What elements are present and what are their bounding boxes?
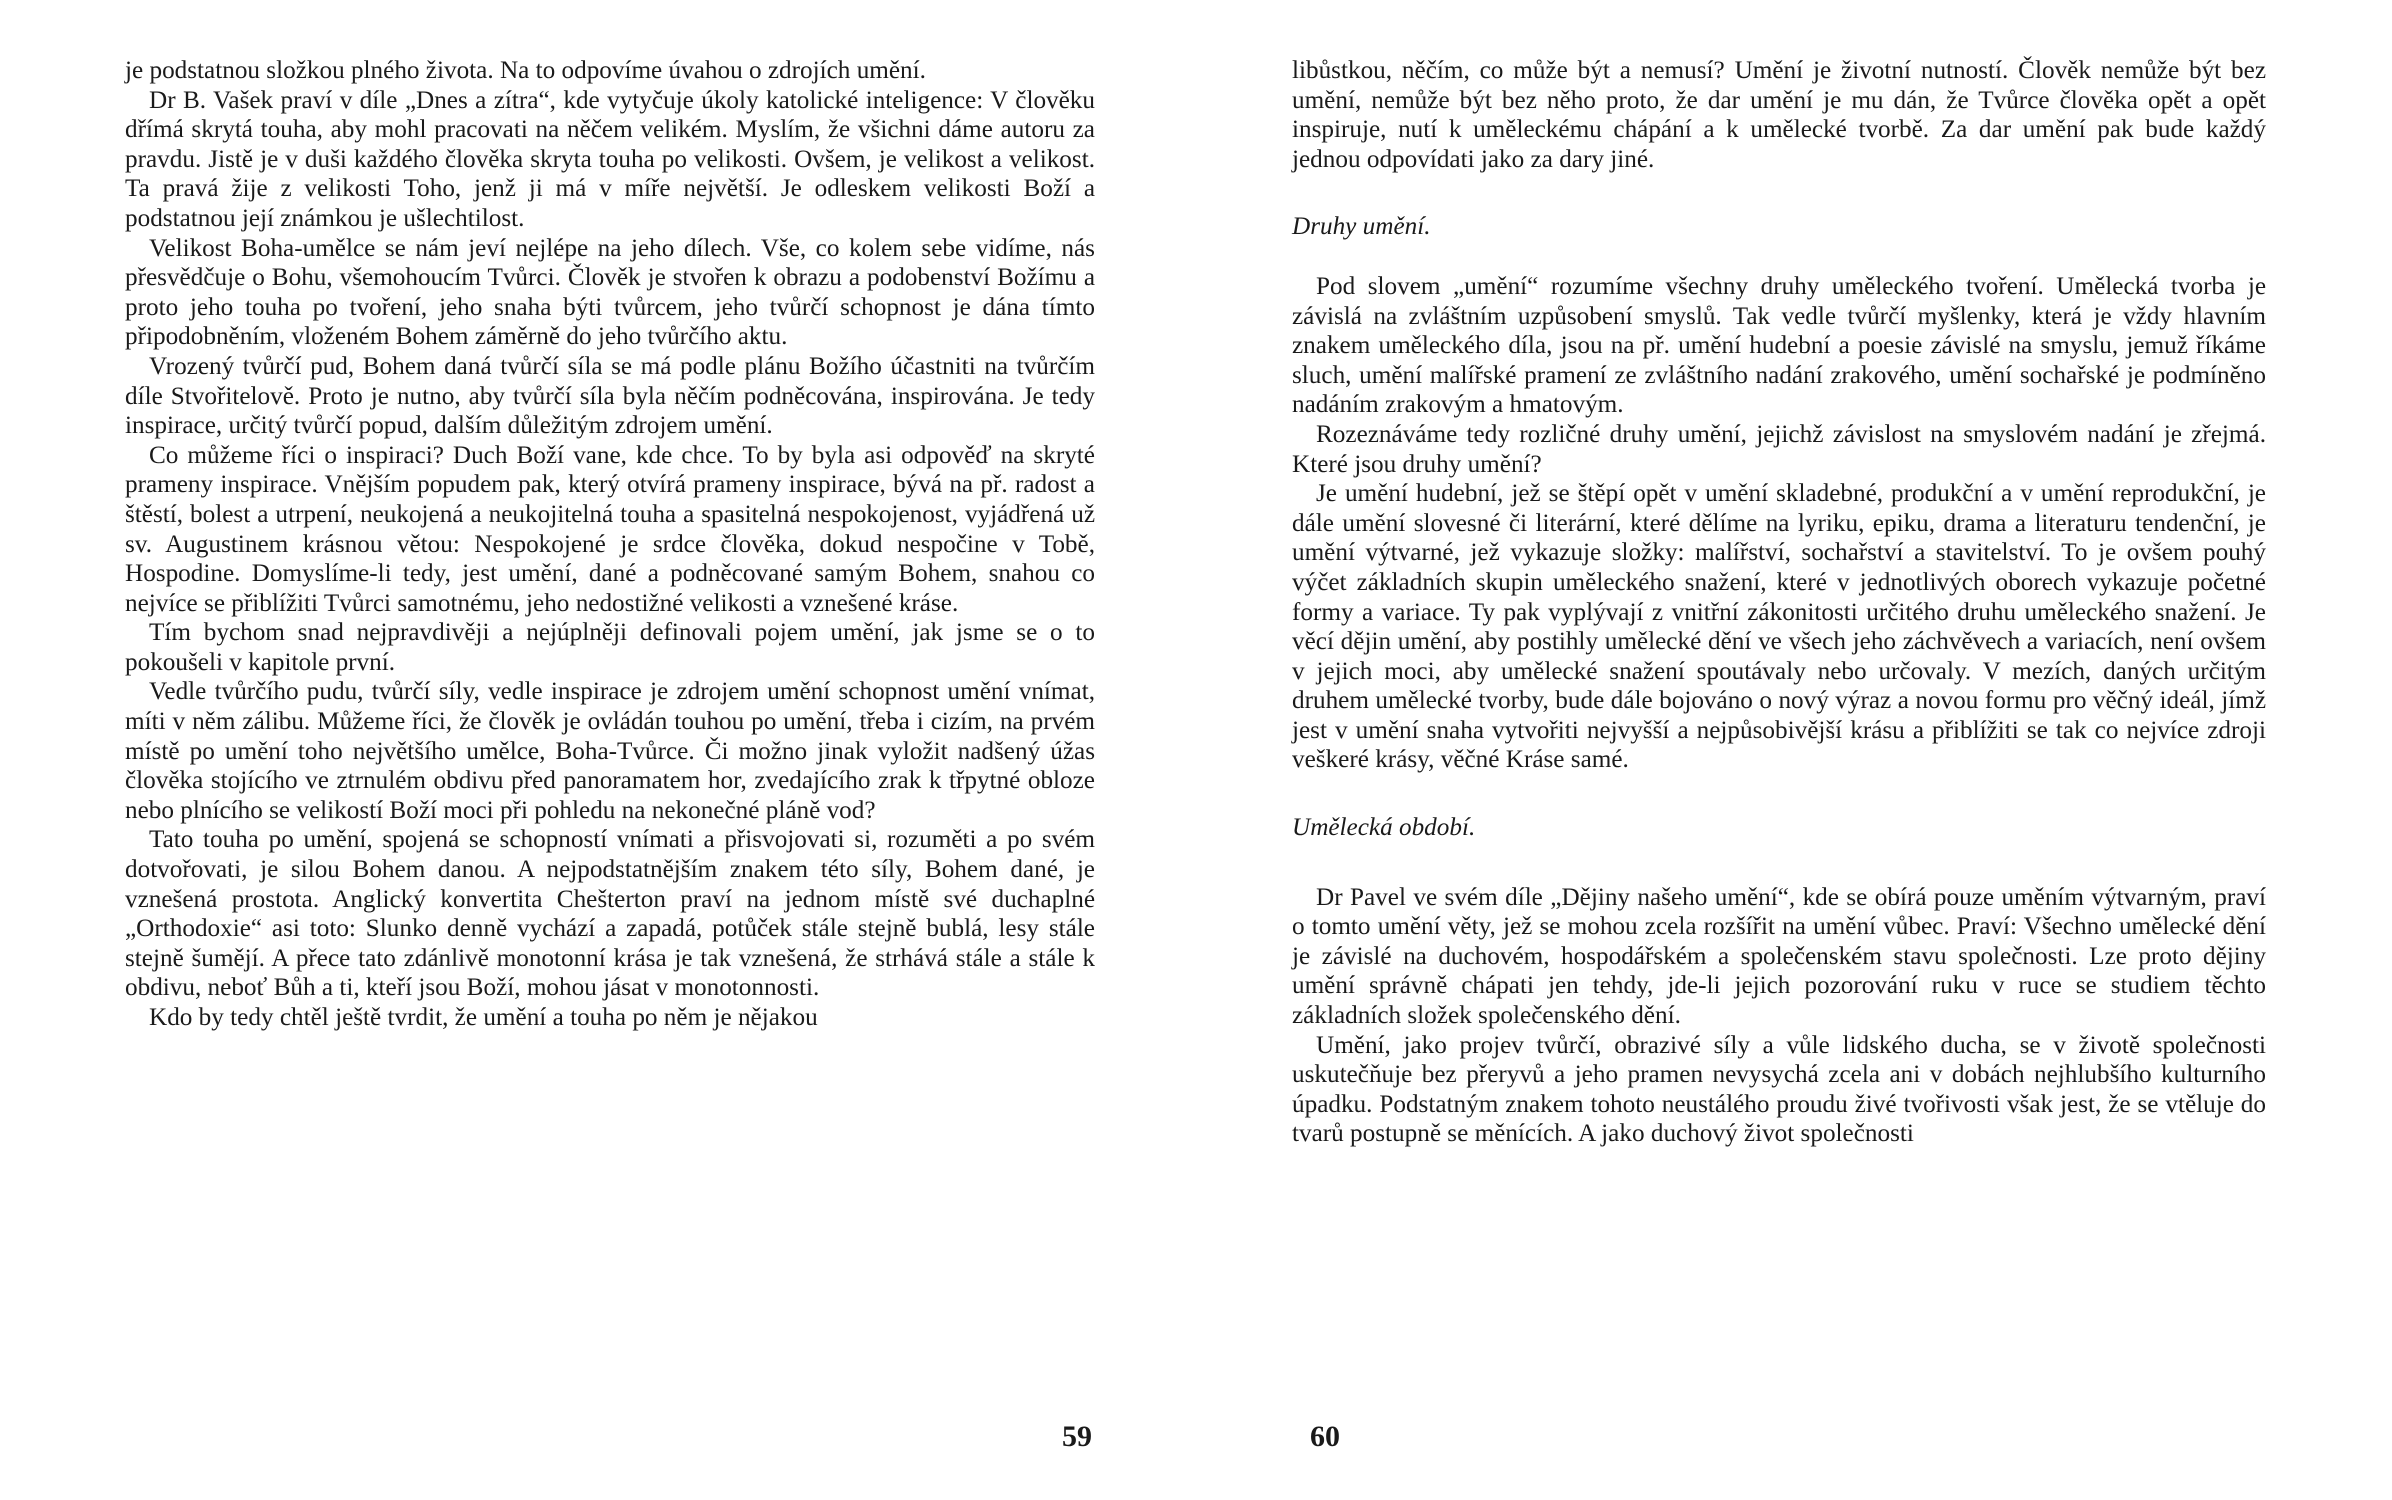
paragraph: je podstatnou složkou plného života. Na to odpovíme úvahou o zdrojích umění.	[125, 57, 926, 84]
spacer	[1292, 775, 2266, 813]
paragraph: Rozeznáváme tedy rozličné druhy umění, jejichž závislost na smyslovém nadání je zřejmá. Které jsou druhy umění?	[1292, 420, 2266, 478]
paragraph: libůstkou, něčím, co může být a nemusí? Umění je životní nutností. Člověk nemůže být bez umění, nemůže být bez něho proto, že dar umění je mu dán, že Tvůrce člověka opět a opět inspiruje, nutí k uměleckému chápání a k umělecké tvorbě. Za dar umění pak bude každý jednou odpovídati jako za dary jiné.	[1292, 57, 2266, 173]
paragraph: Dr Pavel ve svém díle „Dějiny našeho umění“, kde se obírá pouze uměním výtvarným, praví o tomto umění věty, jež se mohou zcela rozšířit na umění vůbec. Praví: Všechno umělecké dění je závislé na duchovém, hospodářském a společenském stavu společnosti. Lze proto dějiny umění správně chápati jen tehdy, jde-li jejich pozorování ruku v ruce se studiem těchto základních složek společenského dění.	[1292, 883, 2266, 1030]
spacer	[1292, 843, 2266, 883]
paragraph: Vedle tvůrčího pudu, tvůrčí síly, vedle inspirace je zdrojem umění schopnost umění vnímat, míti v něm zálibu. Můžeme říci, že člověk je ovládán touhou po umění, třeba i cizím, na prvém místě po umění toho největšího umělce, Boha-Tvůrce. Či možno jinak vyložit nadšený úžas člověka stojícího ve ztrnulém obdivu před panoramatem hor, zvedajícího zrak k třpytné obloze nebo plnícího se velikostí Boží moci při pohledu na nekonečné pláně vod?	[125, 678, 1095, 824]
spacer	[1292, 242, 2266, 272]
left-page-text	[125, 56, 1095, 1033]
page-number: 60	[1310, 1420, 1340, 1453]
paragraph: Kdo by tedy chtěl ještě tvrdit, že umění a touha po něm je nějakou	[149, 1004, 818, 1031]
paragraph: Tím bychom snad nejpravdivěji a nejúplněji definovali pojem umění, jak jsme se o to pokoušeli v kapitole první.	[125, 619, 1095, 676]
paragraph: Velikost Boha-umělce se nám jeví nejlépe na jeho dílech. Vše, co kolem sebe vidíme, nás přesvědčuje o Bohu, všemohoucím Tvůrci. Člověk je stvořen k obrazu a podobenství Božímu a proto jeho touha po tvoření, jeho snaha býti tvůrcem, jeho tvůrčí schopnost je dána tímto připodobněním, vloženém Bohem záměrně do jeho tvůrčího aktu.	[125, 234, 1095, 351]
paragraph: Dr B. Vašek praví v díle „Dnes a zítra“, kde vytyčuje úkoly katolické inteligence: V člověku dřímá skrytá touha, aby mohl pracovati na něčem velikém. Myslím, že všichni dáme autoru za pravdu. Jistě je v duši každého člověka skryta touha po velikosti. Ovšem, je velikost a velikost. Ta pravá žije z velikosti Toho, jenž ji má v míře největší. Je odleskem velikosti Boží a podstatnou její známkou je ušlechtilost.	[125, 86, 1095, 232]
section-heading: Umělecká období.	[1292, 814, 1476, 842]
paragraph: Co můžeme říci o inspiraci? Duch Boží vane, kde chce. To by byla asi odpověď na skryté prameny inspirace. Vnějším popudem pak, který otvírá prameny inspirace, bývá na př. radost a štěstí, bolest a utrpení, neukojená a neukojitelná touha a spasitelná nespokojenost, vyjádřená už sv. Augustinem krásnou větou: Nespokojené je srdce člověka, dokud nespočine v Tobě, Hospodine. Domyslíme-li tedy, jest umění, dané a podněcované samým Bohem, snahou co nejvíce se přiblížiti Tvůrci samotnému, jeho nedostižné velikosti a vznešené kráse.	[125, 441, 1095, 617]
section-heading: Druhy umění.	[1292, 213, 1431, 241]
paragraph: Vrozený tvůrčí pud, Bohem daná tvůrčí síla se má podle plánu Božího účastniti na tvůrčím díle Stvořitelově. Proto je nutno, aby tvůrčí síla byla něčím podněcována, inspirována. Je tedy inspirace, určitý tvůrčí popud, dalším důležitým zdrojem umění.	[125, 352, 1095, 440]
paragraph: Pod slovem „umění“ rozumíme všechny druhy uměleckého tvoření. Umělecká tvorba je závislá na zvláštním uzpůsobení smyslů. Tak vedle tvůrčí myšlenky, která je vždy hlavním znakem uměleckého díla, jsou na př. umění hudební a poesie závislé na smyslu, jemuž říkáme sluch, umění malířské pramení ze zvláštního nadání zrakového, umění sochařské je podmíněno nadáním zrakovým a hmatovým.	[1292, 272, 2266, 419]
right-page-text	[1292, 56, 2266, 1149]
right-page	[1196, 0, 2392, 1500]
paragraph: Tato touha po umění, spojená se schopností vnímati a přisvojovati si, rozuměti a po svém dotvořovati, je silou Bohem danou. A nejpodstatnějším znakem této síly, Bohem dané, je vznešená prostota. Anglický konvertita Chešterton praví na jednom místě své duchaplné „Orthodoxie“ asi toto: Slunko denně vychází a zapadá, potůček stále stejně bublá, lesy stále stejně šumějí. A přece tato zdánlivě monotonní krása je tak vznešená, že strhává stále a stále k obdivu, neboť Bůh a ti, kteří jsou Boží, mohou jásat v monotonnosti.	[125, 826, 1095, 1002]
paragraph: Je umění hudební, jež se štěpí opět v umění skladebné, produkční a v umění reprodukční, je dále umění slovesné či literární, které dělíme na lyriku, epiku, drama a literaturu tendenční, je umění výtvarné, jež vykazuje složky: malířství, sochařství a stavitelství. To je ovšem pouhý výčet základních skupin uměleckého snažení, které v jednotlivých oborech vykazuje početné formy a variace. Ty pak vyplývají z vnitřní zákonitosti určitého druhu uměleckého snažení. Je věcí dějin umění, aby postihly umělecké dění ve všech jeho záchvěvech a variacích, není ovšem v jejich moci, aby umělecké snažení spoutávaly nebo určovaly. V mezích, daných určitým druhem umělecké tvorby, bude dále bojováno o nový výraz a novou formu pro věčný ideál, jímž jest v umění snaha vytvořiti nejvyšší a nejpůsobivější krásu a přiblížiti se tak co nejvíce zdroji veškeré krásy, věčné Kráse samé.	[1292, 480, 2266, 774]
spacer	[1292, 174, 2266, 212]
page-number: 59	[1062, 1420, 1092, 1453]
paragraph: Umění, jako projev tvůrčí, obrazivé síly a vůle lidského ducha, se v životě společnosti uskutečňuje bez přeryvů a jeho pramen nevysychá zcela ani v dobách nejhlubšího kulturního úpadku. Podstatným znakem tohoto neustálého proudu živé tvořivosti však jest, že se vtěluje do tvarů postupně se měnících. A jako duchový život společnosti	[1292, 1031, 2266, 1148]
